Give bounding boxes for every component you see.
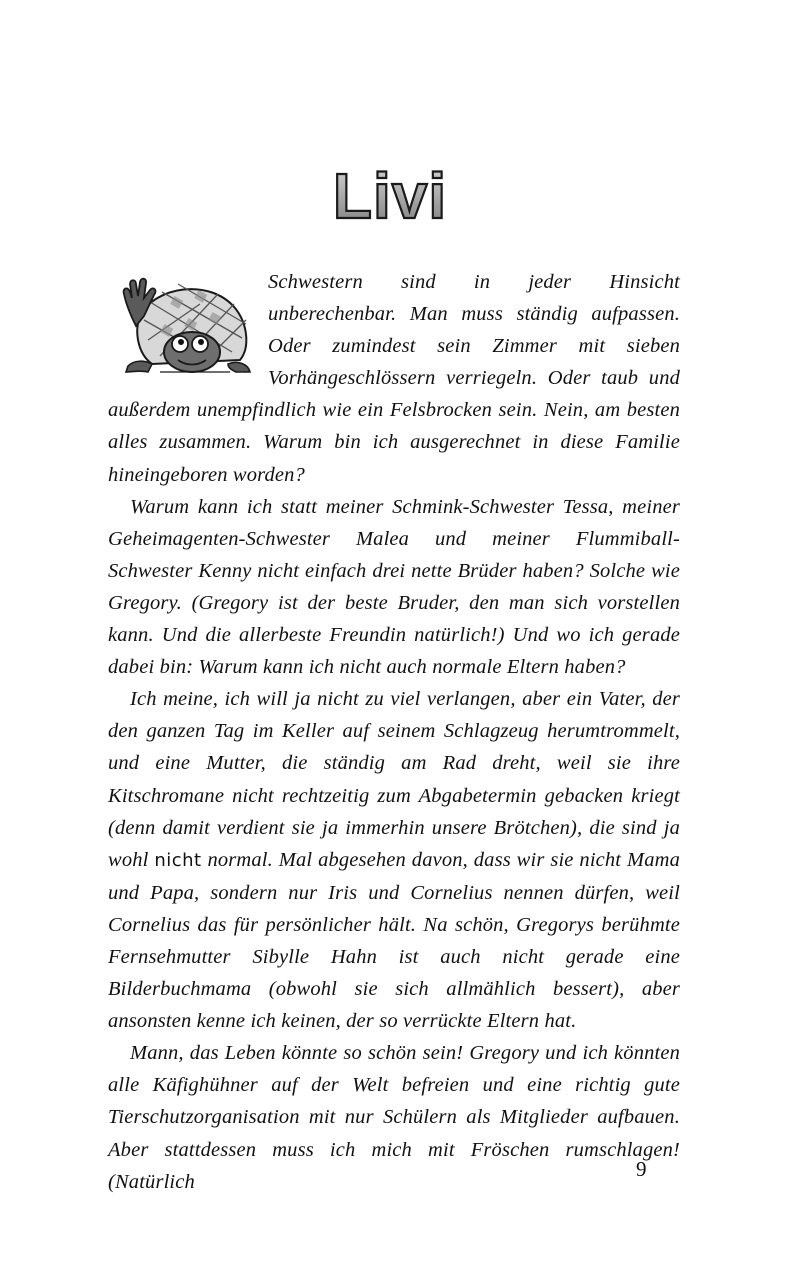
paragraph-2: Warum kann ich statt meiner Schmink-Schwester Tessa, meiner Geheimagenten-Schwester Malea und meiner Flummiball-Schwester Kenny nicht einfach drei nette Brüder haben? Solche wie Gregory. (Gregory ist der beste Bruder, den man sich vorstellen kann. Und die allerbeste Freundin natürlich!) Und wo ich gerade dabei bin: Warum kann ich nicht auch normale Eltern haben? bbox=[108, 495, 680, 679]
chapter-title-text: Livi bbox=[332, 160, 448, 232]
chapter-title-lettering bbox=[320, 150, 460, 235]
page-number: 9 bbox=[636, 1157, 647, 1181]
paragraph-1: Schwestern sind in jeder Hinsicht unberechenbar. Man muss ständig aufpassen. Oder zumindest sein Zimmer mit sieben Vorhängeschlössern verriegeln. Oder taub und außerdem unempfindlich wie ein Felsbrocken sein. Nein, am besten alles zusammen. Warum bin ich ausgerechnet in diese Familie hineingeboren worden? bbox=[108, 271, 680, 486]
body-text bbox=[108, 266, 680, 1198]
paragraph-3-part-1: Ich meine, ich will ja nicht zu viel verlangen, aber ein Vater, der den ganzen Tag im Keller auf seinem Schlagzeug herumtrommelt, und eine Mutter, die ständig am Rad dreht, weil sie ihre Kitschromane nicht rechtzeitig zum Abgabetermin gebacken kriegt (denn damit verdient sie ja immerhin unsere Brötchen), die sind ja wohl bbox=[108, 688, 680, 871]
illustration-text-wrap bbox=[108, 266, 268, 392]
paragraph-3 bbox=[108, 683, 680, 1037]
paragraph-3-part-2: normal. Mal abgesehen davon, dass wir sie nicht Mama und Papa, sondern nur Iris und Cornelius nennen dürfen, weil Cornelius das für persönlicher hält. Na schön, Gregorys berühmte Fernsehmutter Sibylle Hahn ist auch nicht gerade eine Bilderbuchmama (obwohl sie sich allmählich bessert), aber ansonsten kenne ich keinen, der so verrückte Eltern hat. bbox=[108, 848, 680, 1033]
chapter-title bbox=[320, 150, 460, 235]
paragraph-4: Mann, das Leben könnte so schön sein! Gregory und ich könnten alle Käfighühner auf der Welt befreien und eine richtig gute Tierschutzorganisation mit nur Schülern als Mitglieder aufbauen. Aber stattdessen muss ich mich mit Fröschen rumschlagen! (Natürlich bbox=[108, 1042, 680, 1193]
emphasis-nicht: nicht bbox=[154, 849, 202, 871]
